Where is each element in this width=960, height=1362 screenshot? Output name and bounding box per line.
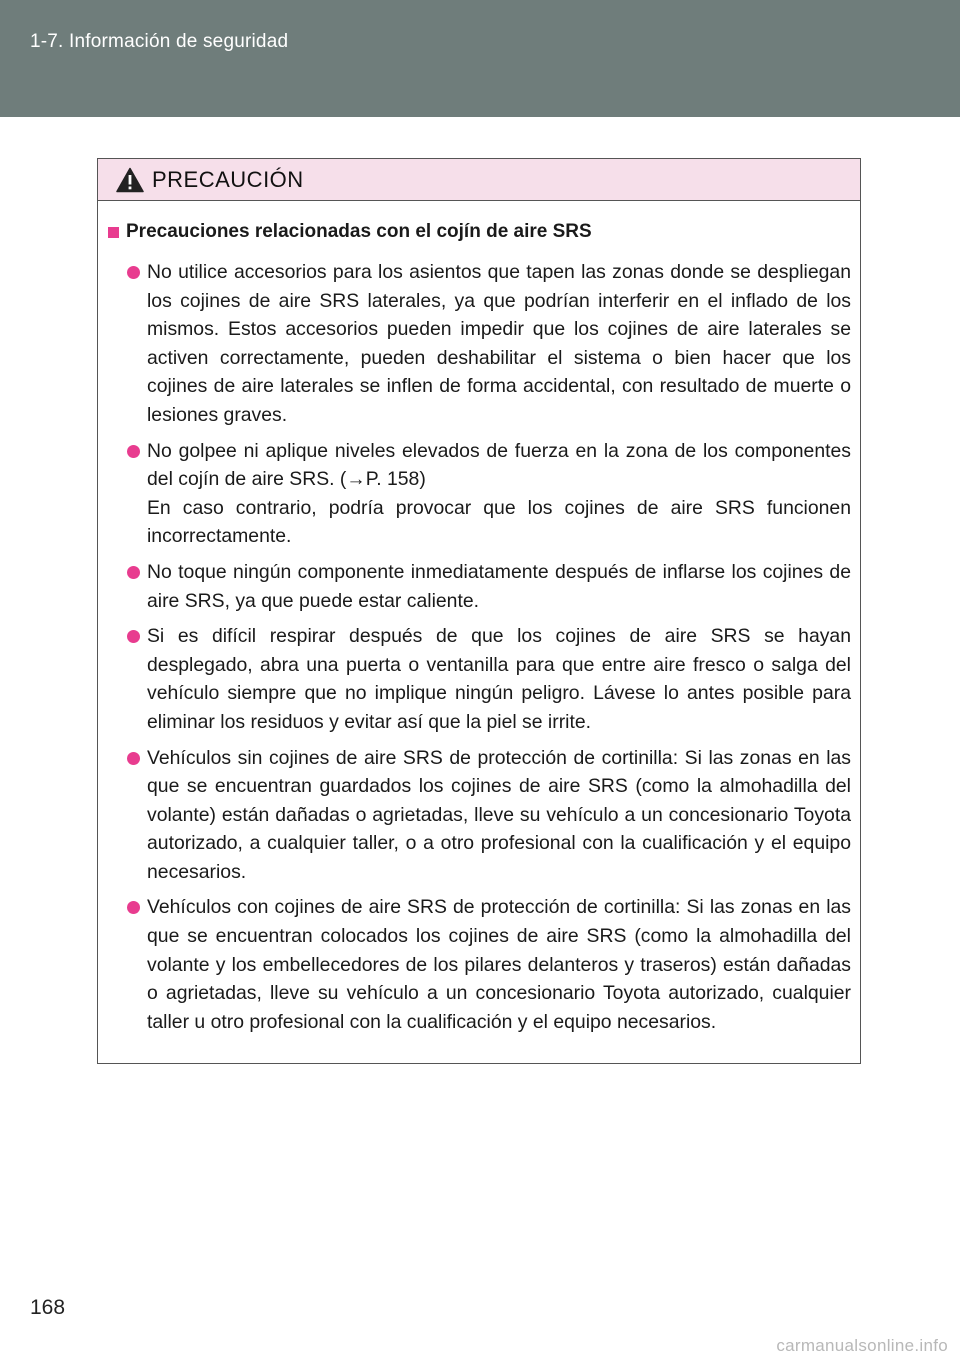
caution-body	[98, 201, 860, 1036]
page-number: 168	[30, 1296, 66, 1319]
warning-triangle-icon	[116, 167, 144, 193]
list-item-text-line: No golpee ni aplique niveles elevados de fuerza en la zona de los componentes del cojín de aire SRS. (→P. 158)	[147, 439, 851, 491]
list-item	[108, 744, 852, 887]
bullet-icon	[127, 266, 140, 279]
caution-label: PRECAUCIÓN	[152, 166, 304, 192]
bullet-icon	[127, 445, 140, 458]
header-band	[0, 0, 960, 117]
list-item-text: Si es difícil respirar después de que los cojines de aire SRS se hayan desplegado, abra una puerta o ventanilla para que entre aire fresco o salga del vehículo siempre que no implique ningún peligro. Lávese lo antes posible para eliminar los residuos y evitar así que la piel se irrite.	[147, 625, 851, 733]
list-item-text: Vehículos con cojines de aire SRS de protección de cortinilla: Si las zonas en las que se encuentran colocados los cojines de aire SRS (como la almohadilla del volante y los embellecedores de los pilares delanteros y traseros) están dañadas o agrietadas, lleve su vehículo a un concesionario Toyota autorizado, cualquier taller u otro profesional con la cualificación y el equipo necesarios.	[147, 896, 851, 1033]
bullet-icon	[127, 901, 140, 914]
caution-topic-text: Precauciones relacionadas con el cojín de aire SRS	[126, 221, 592, 242]
square-icon	[108, 227, 119, 238]
caution-topic	[108, 217, 852, 247]
bullet-icon	[127, 566, 140, 579]
caution-box	[97, 158, 861, 1064]
bullet-icon	[127, 630, 140, 643]
list-item	[108, 258, 852, 430]
watermark: carmanualsonline.info	[776, 1336, 948, 1355]
list-item	[108, 558, 852, 615]
list-item	[108, 437, 852, 551]
list-item-text	[147, 437, 852, 551]
list-item-text: No utilice accesorios para los asientos que tapen las zonas donde se despliegan los cojines de aire SRS laterales, ya que podrían interferir en el inflado de los mismos. Estos accesorios pueden impedir que los cojines de aire laterales se activen correctamente, pueden deshabilitar el sistema o bien hacer que los cojines de aire laterales se inflen de forma accidental, con resultado de muerte o lesiones graves.	[147, 261, 851, 426]
bullet-icon	[127, 752, 140, 765]
caution-header	[98, 159, 860, 201]
list-item	[108, 622, 852, 736]
list-item	[108, 893, 852, 1036]
section-title: 1-7. Información de seguridad	[30, 31, 289, 52]
list-item-text: Vehículos sin cojines de aire SRS de protección de cortinilla: Si las zonas en las que se encuentran guardados los cojines de aire SRS (como la almohadilla del volante) están dañadas o agrietadas, lleve su vehículo a un concesionario Toyota autorizado, a cualquier taller, o a otro profesional con la cualificación y el equipo necesarios.	[147, 746, 851, 883]
list-item-text: No toque ningún componente inmediatamente después de inflarse los cojines de aire SRS, ya que puede estar caliente.	[147, 560, 851, 612]
list-item-text-line: En caso contrario, podría provocar que los cojines de aire SRS funcionen incorrectamente.	[147, 496, 851, 548]
